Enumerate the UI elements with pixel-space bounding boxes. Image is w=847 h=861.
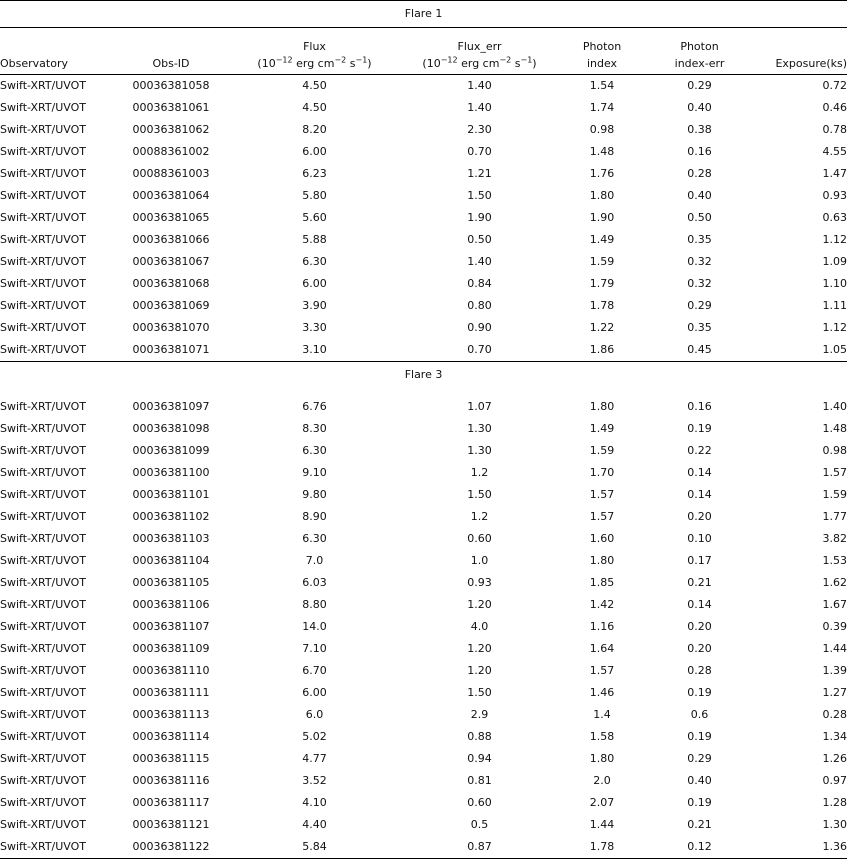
flux-cell: 6.30 <box>302 532 327 545</box>
flux-cell: 4.77 <box>302 752 327 765</box>
exposure-cell: 3.82 <box>822 532 847 545</box>
exposure-cell: 1.10 <box>822 277 847 290</box>
photon-index-err-cell: 0.29 <box>687 752 712 765</box>
photon-index-err-cell: 0.21 <box>687 576 712 589</box>
photon-index-err-cell: 0.20 <box>687 642 712 655</box>
photon-index-err-cell: 0.38 <box>687 123 712 136</box>
flux-err-cell: 0.90 <box>467 321 492 334</box>
photon-index-cell: 1.79 <box>589 277 615 290</box>
flux-cell: 3.10 <box>302 343 327 356</box>
flux-err-cell: 0.84 <box>467 277 492 290</box>
photon-index-header-line1: Photon <box>562 28 642 55</box>
exposure-cell: 1.09 <box>822 255 847 268</box>
exposure-cell: 1.47 <box>822 167 847 180</box>
obsid-cell: 00036381098 <box>132 422 210 435</box>
observatory-cell: Swift-XRT/UVOT <box>0 299 87 312</box>
observatory-cell: Swift-XRT/UVOT <box>0 189 87 202</box>
table-row <box>0 836 847 859</box>
table-row <box>0 704 847 726</box>
flux-cell: 6.00 <box>302 277 327 290</box>
obsid-cell: 00036381065 <box>132 211 210 224</box>
observatory-cell: Swift-XRT/UVOT <box>0 598 87 611</box>
flux-cell: 7.0 <box>305 554 324 567</box>
photon-index-err-cell: 0.19 <box>687 796 712 809</box>
section-title: Flare 3 <box>0 362 847 389</box>
observatory-cell: Swift-XRT/UVOT <box>0 466 87 479</box>
observatory-cell: Swift-XRT/UVOT <box>0 752 87 765</box>
obsid-cell: 00036381110 <box>132 664 210 677</box>
observatory-cell: Swift-XRT/UVOT <box>0 422 87 435</box>
flux-cell: 9.10 <box>302 466 327 479</box>
table-row <box>0 418 847 440</box>
exposure-cell: 4.55 <box>822 145 847 158</box>
photon-index-err-cell: 0.20 <box>687 620 712 633</box>
table-row <box>0 682 847 704</box>
photon-index-cell: 1.49 <box>589 233 615 246</box>
table-row <box>0 119 847 141</box>
exposure-header: Exposure(ks) <box>757 54 847 75</box>
table-row <box>0 462 847 484</box>
obsid-cell: 00036381071 <box>132 343 210 356</box>
photon-index-err-cell: 0.14 <box>687 466 712 479</box>
exposure-cell: 1.57 <box>822 466 847 479</box>
exposure-cell: 1.05 <box>822 343 847 356</box>
obsid-cell: 00036381114 <box>132 730 210 743</box>
photon-index-err-cell: 0.19 <box>687 686 712 699</box>
table-row <box>0 141 847 163</box>
table-row <box>0 550 847 572</box>
table-row <box>0 748 847 770</box>
observatory-cell: Swift-XRT/UVOT <box>0 642 87 655</box>
photon-index-cell: 1.78 <box>562 836 642 859</box>
obsid-cell: 00036381070 <box>132 321 210 334</box>
section-title-row-flare-1 <box>0 1 847 28</box>
table-row <box>0 75 847 98</box>
observatory-cell: Swift-XRT/UVOT <box>0 277 87 290</box>
observatory-cell: Swift-XRT/UVOT <box>0 796 87 809</box>
observatory-cell: Swift-XRT/UVOT <box>0 730 87 743</box>
obsid-cell: 00036381069 <box>132 299 210 312</box>
flux-err-cell: 0.60 <box>467 532 492 545</box>
flux-err-cell: 1.50 <box>467 189 492 202</box>
table-row <box>0 528 847 550</box>
flux-err-cell: 1.07 <box>467 400 492 413</box>
table-row <box>0 616 847 638</box>
obsid-cell: 00036381061 <box>132 101 210 114</box>
photon-index-err-header-line1: Photon <box>642 28 757 55</box>
obsid-cell: 00036381058 <box>132 79 210 92</box>
photon-index-err-cell: 0.16 <box>687 400 712 413</box>
photon-index-cell: 1.64 <box>589 642 615 655</box>
exposure-cell: 1.12 <box>822 321 847 334</box>
photon-index-cell: 1.42 <box>589 598 615 611</box>
exposure-cell: 1.30 <box>822 818 847 831</box>
flux-err-cell: 1.50 <box>467 686 492 699</box>
photon-index-err-cell: 0.28 <box>687 167 712 180</box>
flux-cell: 6.70 <box>302 664 327 677</box>
flux-cell: 6.30 <box>302 255 327 268</box>
table-row <box>0 726 847 748</box>
flux-cell: 4.50 <box>302 101 327 114</box>
photon-index-cell: 1.70 <box>589 466 615 479</box>
flux-err-cell: 1.2 <box>470 466 489 479</box>
obsid-cell: 00036381103 <box>132 532 210 545</box>
flux-err-cell: 4.0 <box>470 620 489 633</box>
observatory-cell: Swift-XRT/UVOT <box>0 836 110 859</box>
flux-err-unit-header: ($10^{-12}$ erg $cm^{-2}$ $s^{-1}$) <box>397 54 562 75</box>
photon-index-cell: 1.85 <box>589 576 615 589</box>
photon-index-cell: 0.98 <box>589 123 615 136</box>
table-row <box>0 229 847 251</box>
photon-index-err-cell: 0.19 <box>687 730 712 743</box>
observatory-cell: Swift-XRT/UVOT <box>0 321 87 334</box>
photon-index-err-cell: 0.16 <box>687 145 712 158</box>
flux-cell: 6.30 <box>302 444 327 457</box>
flux-unit-header: ($10^{-12}$ erg $cm^{-2}$ $s^{-1}$) <box>232 54 397 75</box>
photon-index-cell: 1.58 <box>589 730 615 743</box>
observatory-cell: Swift-XRT/UVOT <box>0 400 87 413</box>
photon-index-cell: 1.54 <box>589 79 615 92</box>
table-body <box>0 1 847 859</box>
obsid-cell: 00036381068 <box>132 277 210 290</box>
obsid-cell: 00036381113 <box>132 708 210 721</box>
obsid-header: Obs-ID <box>110 54 232 75</box>
flux-cell: 8.90 <box>302 510 327 523</box>
exposure-cell: 1.62 <box>822 576 847 589</box>
photon-index-cell: 1.90 <box>589 211 615 224</box>
observatory-cell: Swift-XRT/UVOT <box>0 818 87 831</box>
flux-err-cell: 0.87 <box>397 836 562 859</box>
header-row-2 <box>0 54 847 75</box>
flux-cell: 3.30 <box>302 321 327 334</box>
flux-err-cell: 1.20 <box>467 598 492 611</box>
photon-index-err-cell: 0.6 <box>690 708 709 721</box>
observatory-header: Observatory <box>0 54 110 75</box>
observatory-cell: Swift-XRT/UVOT <box>0 554 87 567</box>
photon-index-err-cell: 0.17 <box>687 554 712 567</box>
flux-cell: 8.20 <box>302 123 327 136</box>
photon-index-cell: 2.07 <box>589 796 615 809</box>
photon-index-cell: 1.16 <box>589 620 615 633</box>
section-title: Flare 1 <box>0 1 847 28</box>
observatory-cell: Swift-XRT/UVOT <box>0 664 87 677</box>
flux-header: Flux <box>232 28 397 55</box>
observatory-cell: Swift-XRT/UVOT <box>0 576 87 589</box>
flux-cell: 6.0 <box>305 708 324 721</box>
flux-cell: 5.60 <box>302 211 327 224</box>
observatory-cell: Swift-XRT/UVOT <box>0 145 87 158</box>
flux-err-cell: 1.90 <box>467 211 492 224</box>
observatory-cell: Swift-XRT/UVOT <box>0 255 87 268</box>
table-row <box>0 660 847 682</box>
flux-err-cell: 0.80 <box>467 299 492 312</box>
flux-err-cell: 0.70 <box>467 343 492 356</box>
flux-cell: 7.10 <box>302 642 327 655</box>
flux-cell: 4.50 <box>302 79 327 92</box>
table-row <box>0 251 847 273</box>
exposure-cell: 1.40 <box>822 400 847 413</box>
flux-err-cell: 1.40 <box>467 79 492 92</box>
obsid-cell: 00036381099 <box>132 444 210 457</box>
photon-index-err-cell: 0.19 <box>687 422 712 435</box>
table-row <box>0 163 847 185</box>
photon-index-err-cell: 0.14 <box>687 598 712 611</box>
observatory-cell: Swift-XRT/UVOT <box>0 343 87 356</box>
table-row <box>0 594 847 616</box>
table-row <box>0 792 847 814</box>
exposure-cell: 1.11 <box>822 299 847 312</box>
observatory-cell: Swift-XRT/UVOT <box>0 488 87 501</box>
exposure-cell: 0.39 <box>822 620 847 633</box>
photon-index-err-cell: 0.12 <box>642 836 757 859</box>
photon-index-err-cell: 0.29 <box>687 299 712 312</box>
photon-index-cell: 1.57 <box>589 488 615 501</box>
photon-index-err-cell: 0.40 <box>687 189 712 202</box>
exposure-cell: 1.27 <box>822 686 847 699</box>
exposure-cell: 0.93 <box>822 189 847 202</box>
photon-index-err-cell: 0.22 <box>687 444 712 457</box>
observatory-cell: Swift-XRT/UVOT <box>0 774 87 787</box>
flux-err-cell: 1.40 <box>467 255 492 268</box>
obsid-cell: 00036381100 <box>132 466 210 479</box>
obsid-cell: 00036381064 <box>132 189 210 202</box>
exposure-cell: 1.77 <box>822 510 847 523</box>
observatory-cell: Swift-XRT/UVOT <box>0 708 87 721</box>
table-row <box>0 339 847 362</box>
photon-index-cell: 1.80 <box>589 189 615 202</box>
photon-index-err-cell: 0.28 <box>687 664 712 677</box>
obsid-cell: 00036381102 <box>132 510 210 523</box>
flux-cell: 5.84 <box>232 836 397 859</box>
table-row <box>0 484 847 506</box>
flux-err-cell: 1.30 <box>467 444 492 457</box>
flux-err-cell: 1.20 <box>467 642 492 655</box>
flux-cell: 5.80 <box>302 189 327 202</box>
flux-err-cell: 1.2 <box>470 510 489 523</box>
flux-cell: 6.03 <box>302 576 327 589</box>
photon-index-cell: 2.0 <box>593 774 611 787</box>
flux-err-cell: 1.30 <box>467 422 492 435</box>
exposure-cell: 1.34 <box>822 730 847 743</box>
observatory-cell: Swift-XRT/UVOT <box>0 510 87 523</box>
table-row <box>0 317 847 339</box>
obsid-cell: 00036381109 <box>132 642 210 655</box>
flux-err-cell: 1.21 <box>467 167 492 180</box>
observatory-cell: Swift-XRT/UVOT <box>0 233 87 246</box>
table-row <box>0 440 847 462</box>
photon-index-cell: 1.74 <box>589 101 615 114</box>
flux-cell: 8.30 <box>302 422 327 435</box>
photon-index-err-cell: 0.29 <box>687 79 712 92</box>
obsid-cell: 00036381121 <box>132 818 210 831</box>
exposure-cell: 1.53 <box>822 554 847 567</box>
flux-err-cell: 1.20 <box>467 664 492 677</box>
obsid-cell: 00036381122 <box>110 836 232 859</box>
obsid-cell: 00036381067 <box>132 255 210 268</box>
photon-index-err-cell: 0.50 <box>687 211 712 224</box>
obsid-cell: 00036381116 <box>132 774 210 787</box>
photon-index-cell: 1.86 <box>589 343 615 356</box>
table-row <box>0 185 847 207</box>
obsid-cell: 00036381097 <box>132 400 210 413</box>
flux-err-cell: 1.0 <box>470 554 489 567</box>
flux-cell: 3.52 <box>302 774 327 787</box>
table-row <box>0 572 847 594</box>
flux-err-cell: 0.70 <box>467 145 492 158</box>
exposure-cell: 0.78 <box>822 123 847 136</box>
obsid-cell: 00036381062 <box>132 123 210 136</box>
photon-index-cell: 1.48 <box>589 145 615 158</box>
flux-err-cell: 0.88 <box>467 730 492 743</box>
flux-err-cell: 0.50 <box>467 233 492 246</box>
flux-cell: 3.90 <box>302 299 327 312</box>
table-row <box>0 396 847 418</box>
photon-index-cell: 1.46 <box>589 686 615 699</box>
exposure-cell: 1.48 <box>822 422 847 435</box>
photon-index-cell: 1.80 <box>589 400 615 413</box>
obsid-cell: 00036381066 <box>132 233 210 246</box>
table-row <box>0 814 847 836</box>
photon-index-cell: 1.78 <box>589 299 615 312</box>
photon-index-cell: 1.22 <box>589 321 615 334</box>
observatory-cell: Swift-XRT/UVOT <box>0 211 87 224</box>
observatory-cell: Swift-XRT/UVOT <box>0 620 87 633</box>
obsid-cell: 00036381104 <box>132 554 210 567</box>
photon-index-cell: 1.76 <box>589 167 615 180</box>
flux-cell: 8.80 <box>302 598 327 611</box>
observatory-cell: Swift-XRT/UVOT <box>0 79 87 92</box>
exposure-cell: 0.28 <box>822 708 847 721</box>
observatory-cell: Swift-XRT/UVOT <box>0 532 87 545</box>
photon-index-err-cell: 0.21 <box>687 818 712 831</box>
photon-index-cell: 1.60 <box>589 532 615 545</box>
photon-index-header-line2: index <box>562 54 642 75</box>
exposure-cell: 1.44 <box>822 642 847 655</box>
observatory-cell: Swift-XRT/UVOT <box>0 123 87 136</box>
flux-cell: 9.80 <box>302 488 327 501</box>
photon-index-err-cell: 0.45 <box>687 343 712 356</box>
photon-index-err-cell: 0.35 <box>687 321 712 334</box>
flux-err-cell: 0.93 <box>467 576 492 589</box>
flux-cell: 5.88 <box>302 233 327 246</box>
exposure-cell: 0.46 <box>822 101 847 114</box>
photon-index-cell: 1.57 <box>589 510 615 523</box>
flux-cell: 4.10 <box>302 796 327 809</box>
table-row <box>0 97 847 119</box>
photon-index-err-header-line2: index-err <box>642 54 757 75</box>
exposure-cell: 0.72 <box>822 79 847 92</box>
obsid-cell: 00036381107 <box>132 620 210 633</box>
exposure-cell: 0.98 <box>822 444 847 457</box>
flux-cell: 6.23 <box>302 167 327 180</box>
obsid-cell: 00036381105 <box>132 576 210 589</box>
flux-err-cell: 1.40 <box>467 101 492 114</box>
observatory-cell: Swift-XRT/UVOT <box>0 167 87 180</box>
obsid-cell: 00036381117 <box>132 796 210 809</box>
exposure-cell: 1.67 <box>822 598 847 611</box>
flux-err-cell: 2.9 <box>470 708 489 721</box>
photon-index-err-cell: 0.32 <box>687 277 712 290</box>
exposure-cell: 1.39 <box>822 664 847 677</box>
flux-err-header: Flux_err <box>397 28 562 55</box>
photon-index-err-cell: 0.35 <box>687 233 712 246</box>
photon-index-err-cell: 0.14 <box>687 488 712 501</box>
table-row <box>0 273 847 295</box>
flux-cell: 5.02 <box>302 730 327 743</box>
flux-cell: 6.00 <box>302 686 327 699</box>
flux-err-cell: 1.50 <box>467 488 492 501</box>
flux-err-cell: 0.94 <box>467 752 492 765</box>
exposure-cell: 1.59 <box>822 488 847 501</box>
section-title-row-flare-3 <box>0 362 847 389</box>
photon-index-err-cell: 0.20 <box>687 510 712 523</box>
photon-index-err-cell: 0.32 <box>687 255 712 268</box>
photon-index-cell: 1.49 <box>589 422 615 435</box>
exposure-cell: 0.63 <box>822 211 847 224</box>
obsid-cell: 00036381106 <box>132 598 210 611</box>
exposure-cell: 1.28 <box>822 796 847 809</box>
photon-index-err-cell: 0.40 <box>687 774 712 787</box>
flux-cell: 6.00 <box>302 145 327 158</box>
flux-cell: 14.0 <box>302 620 327 633</box>
exposure-cell: 0.97 <box>822 774 847 787</box>
flux-cell: 6.76 <box>302 400 327 413</box>
photon-index-err-cell: 0.10 <box>687 532 712 545</box>
table-row <box>0 207 847 229</box>
photon-index-cell: 1.59 <box>589 255 615 268</box>
observatory-cell: Swift-XRT/UVOT <box>0 444 87 457</box>
flux-err-cell: 0.81 <box>467 774 492 787</box>
table-row <box>0 506 847 528</box>
obsid-cell: 00036381111 <box>132 686 210 699</box>
obsid-cell: 00036381115 <box>132 752 210 765</box>
exposure-cell: 1.12 <box>822 233 847 246</box>
obsid-cell: 00088361002 <box>132 145 210 158</box>
photon-index-cell: 1.80 <box>589 554 615 567</box>
table-row <box>0 295 847 317</box>
obsid-cell: 00088361003 <box>132 167 210 180</box>
flux-err-cell: 0.5 <box>470 818 489 831</box>
table-row <box>0 770 847 792</box>
photon-index-err-cell: 0.40 <box>687 101 712 114</box>
obsid-cell: 00036381101 <box>132 488 210 501</box>
header-row-1 <box>0 28 847 55</box>
photon-index-cell: 1.80 <box>589 752 615 765</box>
flux-cell: 4.40 <box>302 818 327 831</box>
exposure-cell: 1.36 <box>757 836 847 859</box>
photon-index-cell: 1.4 <box>593 708 611 721</box>
flux-err-cell: 0.60 <box>467 796 492 809</box>
exposure-cell: 1.26 <box>822 752 847 765</box>
observatory-cell: Swift-XRT/UVOT <box>0 101 87 114</box>
spacer-row <box>0 388 847 396</box>
table-row <box>0 638 847 660</box>
photon-index-cell: 1.57 <box>589 664 615 677</box>
photon-index-cell: 1.59 <box>589 444 615 457</box>
flux-err-cell: 2.30 <box>467 123 492 136</box>
observatory-cell: Swift-XRT/UVOT <box>0 686 87 699</box>
photon-index-cell: 1.44 <box>589 818 615 831</box>
